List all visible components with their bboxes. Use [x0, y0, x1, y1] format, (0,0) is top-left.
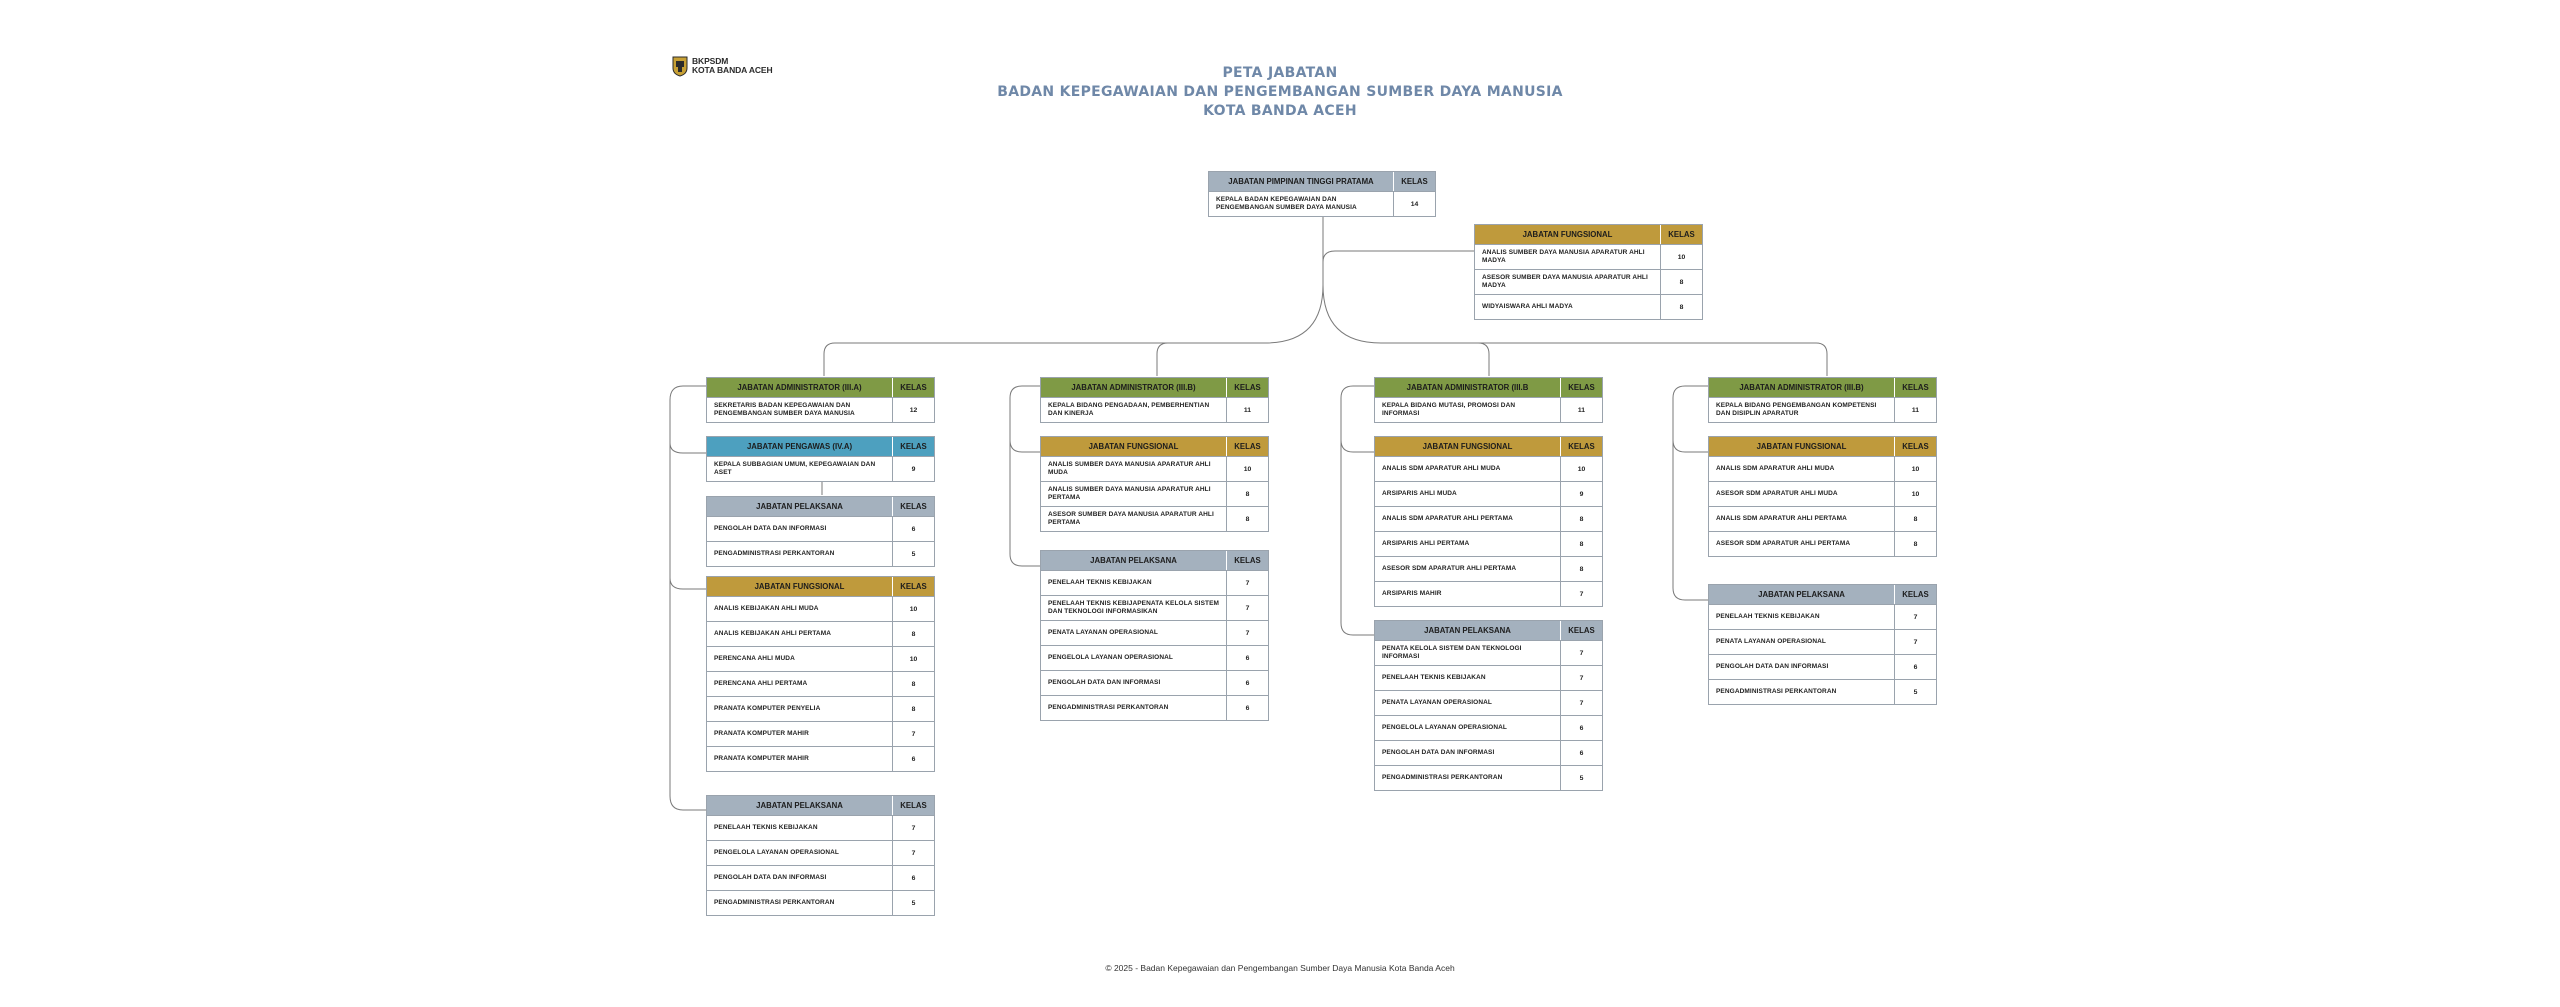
connector-col4-fung [1673, 440, 1708, 452]
box-header-title: JABATAN PELAKSANA [707, 796, 893, 815]
position-kelas: 8 [1245, 490, 1250, 498]
logo-line1: BKPSDM [692, 56, 729, 66]
position-kelas: 8 [911, 705, 916, 713]
box-fungsional-top [1474, 224, 1703, 320]
box-header-title: JABATAN ADMINISTRATOR (III.B) [1709, 378, 1895, 397]
box-header-title: JABATAN FUNGSIONAL [707, 577, 893, 596]
position-kelas: 5 [911, 899, 916, 907]
position-name: ASESOR SDM APARATUR AHLI MUDA [1709, 482, 1895, 506]
box-c3-fungsional [1374, 436, 1603, 607]
box-header-title: JABATAN PELAKSANA [1375, 621, 1561, 640]
box-header-title: JABATAN FUNGSIONAL [1375, 437, 1561, 456]
table-row [707, 671, 934, 696]
position-name: KEPALA BIDANG MUTASI, PROMOSI DAN INFORMASI [1375, 398, 1561, 422]
table-row [707, 721, 934, 746]
box-header-kelas: KELAS [1568, 383, 1595, 392]
connector-bus-col1 [824, 343, 1265, 376]
position-kelas: 7 [1245, 629, 1250, 637]
position-kelas: 10 [1677, 253, 1686, 261]
position-name: WIDYAISWARA AHLI MADYA [1475, 295, 1661, 319]
position-kelas: 8 [1679, 303, 1684, 311]
connector-col4-spine [1673, 386, 1708, 600]
position-kelas: 10 [1243, 465, 1252, 473]
box-header [1375, 437, 1602, 456]
box-header [1375, 621, 1602, 640]
position-kelas: 6 [911, 874, 916, 882]
box-header-title: JABATAN PELAKSANA [1709, 585, 1895, 604]
position-kelas: 10 [1911, 490, 1920, 498]
box-pimpinan [1208, 171, 1436, 217]
box-header-title: JABATAN FUNGSIONAL [1041, 437, 1227, 456]
table-row [1475, 294, 1702, 319]
table-row [1041, 670, 1268, 695]
table-row [707, 840, 934, 865]
position-name: PENATA LAYANAN OPERASIONAL [1375, 691, 1561, 715]
table-row [1041, 397, 1268, 422]
box-header-kelas: KELAS [1902, 383, 1929, 392]
table-row [1709, 481, 1936, 506]
box-header [1041, 378, 1268, 397]
position-kelas: 6 [1579, 724, 1584, 732]
table-row [707, 696, 934, 721]
box-header-kelas: KELAS [1234, 383, 1261, 392]
position-name: PENGADMINISTRASI PERKANTORAN [1709, 680, 1895, 704]
position-kelas: 9 [911, 465, 916, 473]
position-name: PENGOLAH DATA DAN INFORMASI [1041, 671, 1227, 695]
box-c4-administrator [1708, 377, 1937, 423]
box-header [1709, 585, 1936, 604]
box-header-kelas: KELAS [900, 442, 927, 451]
table-row [1375, 765, 1602, 790]
position-name: PERENCANA AHLI PERTAMA [707, 672, 893, 696]
box-header-kelas: KELAS [1902, 590, 1929, 599]
table-row [1709, 456, 1936, 481]
box-header [707, 437, 934, 456]
box-header-kelas: KELAS [900, 801, 927, 810]
position-name: ANALIS KEBIJAKAN AHLI PERTAMA [707, 622, 893, 646]
table-row [1709, 654, 1936, 679]
table-row [1375, 456, 1602, 481]
box-c1-pelaksana-1 [706, 496, 935, 567]
box-c2-pelaksana [1040, 550, 1269, 721]
connector-trunk [1265, 216, 1323, 343]
box-header-title: JABATAN ADMINISTRATOR (III.A) [707, 378, 893, 397]
connector-col3-spine [1341, 386, 1374, 635]
box-header-kelas: KELAS [1568, 442, 1595, 451]
position-kelas: 5 [1913, 688, 1918, 696]
position-name: ANALIS SDM APARATUR AHLI PERTAMA [1375, 507, 1561, 531]
box-c1-pelaksana-2 [706, 795, 935, 916]
position-kelas: 8 [1913, 515, 1918, 523]
box-header-kelas: KELAS [900, 383, 927, 392]
box-header [1209, 172, 1435, 191]
position-kelas: 9 [1579, 490, 1584, 498]
position-name: ASESOR SDM APARATUR AHLI PERTAMA [1709, 532, 1895, 556]
table-row [1041, 481, 1268, 506]
table-row [707, 890, 934, 915]
position-kelas: 7 [911, 824, 916, 832]
box-c2-fungsional [1040, 436, 1269, 532]
position-kelas: 11 [1243, 406, 1252, 414]
table-row [1709, 397, 1936, 422]
box-header-kelas: KELAS [1902, 442, 1929, 451]
position-name: ASESOR SUMBER DAYA MANUSIA APARATUR AHLI PERTAMA [1041, 507, 1227, 531]
table-row [1709, 604, 1936, 629]
table-row [1375, 690, 1602, 715]
position-name: PENELAAH TEKNIS KEBIJAKAN [1041, 571, 1227, 595]
table-row [707, 541, 934, 566]
connector-col1-peng [670, 443, 706, 453]
position-name: PENGELOLA LAYANAN OPERASIONAL [707, 841, 893, 865]
position-kelas: 8 [1679, 278, 1684, 286]
box-header-title: JABATAN ADMINISTRATOR (III.B [1375, 378, 1561, 397]
position-name: PENGELOLA LAYANAN OPERASIONAL [1375, 716, 1561, 740]
table-row [1041, 620, 1268, 645]
table-row [707, 516, 934, 541]
position-kelas: 6 [911, 755, 916, 763]
connector-col2-fung [1010, 440, 1040, 452]
position-name: PRANATA KOMPUTER PENYELIA [707, 697, 893, 721]
box-header [707, 497, 934, 516]
table-row [1375, 665, 1602, 690]
position-kelas: 11 [1911, 406, 1920, 414]
box-header-title: JABATAN FUNGSIONAL [1709, 437, 1895, 456]
position-name: ASESOR SDM APARATUR AHLI PERTAMA [1375, 557, 1561, 581]
box-header-kelas: KELAS [1401, 177, 1428, 186]
position-name: PENGADMINISTRASI PERKANTORAN [707, 542, 893, 566]
position-name: ANALIS SUMBER DAYA MANUSIA APARATUR AHLI PERTAMA [1041, 482, 1227, 506]
position-kelas: 7 [1245, 604, 1250, 612]
position-name: PENATA KELOLA SISTEM DAN TEKNOLOGI INFORMASI [1375, 641, 1561, 665]
table-row [1375, 581, 1602, 606]
position-kelas: 7 [1579, 590, 1584, 598]
position-name: KEPALA BIDANG PENGEMBANGAN KOMPETENSI DAN DISIPLIN APARATUR [1709, 398, 1895, 422]
table-row [1375, 740, 1602, 765]
position-kelas: 12 [909, 406, 918, 414]
position-name: ANALIS SUMBER DAYA MANUSIA APARATUR AHLI MUDA [1041, 457, 1227, 481]
footer: © 2025 - Badan Kepegawaian dan Pengembangan Sumber Daya Manusia Kota Banda Aceh [1105, 963, 1455, 973]
position-kelas: 7 [1913, 613, 1918, 621]
table-row [707, 815, 934, 840]
box-header-title: JABATAN PELAKSANA [1041, 551, 1227, 570]
box-c1-fungsional [706, 576, 935, 772]
box-c3-pelaksana [1374, 620, 1603, 791]
connector-col1-spine [670, 386, 706, 810]
table-row [1209, 191, 1435, 216]
position-name: ASESOR SUMBER DAYA MANUSIA APARATUR AHLI MADYA [1475, 270, 1661, 294]
box-c3-administrator [1374, 377, 1603, 423]
position-name: PENELAAH TEKNIS KEBIJAKAN [707, 816, 893, 840]
position-kelas: 7 [1579, 699, 1584, 707]
box-header-kelas: KELAS [1668, 230, 1695, 239]
position-name: ARSIPARIS AHLI PERTAMA [1375, 532, 1561, 556]
table-row [1709, 629, 1936, 654]
position-name: KEPALA BIDANG PENGADAAN, PEMBERHENTIAN DAN KINERJA [1041, 398, 1227, 422]
table-row [1475, 269, 1702, 294]
table-row [1375, 397, 1602, 422]
title-line3: KOTA BANDA ACEH [1203, 103, 1357, 119]
box-header [1709, 437, 1936, 456]
box-header-title: JABATAN PIMPINAN TINGGI PRATAMA [1209, 172, 1394, 191]
table-row [1041, 695, 1268, 720]
box-c2-administrator [1040, 377, 1269, 423]
box-c4-pelaksana [1708, 584, 1937, 705]
position-kelas: 8 [911, 680, 916, 688]
position-name: PENGADMINISTRASI PERKANTORAN [1041, 696, 1227, 720]
position-name: PENGADMINISTRASI PERKANTORAN [707, 891, 893, 915]
box-header [707, 796, 934, 815]
box-header-title: JABATAN ADMINISTRATOR (III.B) [1041, 378, 1227, 397]
position-name: ANALIS KEBIJAKAN AHLI MUDA [707, 597, 893, 621]
position-name: KEPALA SUBBAGIAN UMUM, KEPEGAWAIAN DAN ASET [707, 457, 893, 481]
table-row [1375, 640, 1602, 665]
box-header-kelas: KELAS [1234, 556, 1261, 565]
box-header [707, 378, 934, 397]
position-kelas: 6 [1913, 663, 1918, 671]
table-row [1041, 456, 1268, 481]
position-name: KEPALA BADAN KEPEGAWAIAN DAN PENGEMBANGAN SUMBER DAYA MANUSIA [1209, 192, 1394, 216]
position-name: PENGADMINISTRASI PERKANTORAN [1375, 766, 1561, 790]
position-kelas: 8 [1579, 565, 1584, 573]
position-name: SEKRETARIS BADAN KEPEGAWAIAN DAN PENGEMBANGAN SUMBER DAYA MANUSIA [707, 398, 893, 422]
box-header-kelas: KELAS [1568, 626, 1595, 635]
box-header-title: JABATAN PENGAWAS (IV.A) [707, 437, 893, 456]
table-row [1709, 506, 1936, 531]
position-kelas: 7 [1579, 674, 1584, 682]
table-row [1375, 531, 1602, 556]
table-row [707, 865, 934, 890]
box-c1-pengawas [706, 436, 935, 482]
connector-col3-fung [1341, 440, 1374, 452]
position-name: PENGOLAH DATA DAN INFORMASI [707, 517, 893, 541]
table-row [1475, 244, 1702, 269]
position-kelas: 11 [1577, 406, 1586, 414]
box-header-kelas: KELAS [900, 582, 927, 591]
position-kelas: 14 [1410, 200, 1419, 208]
connector-col1-fung [670, 578, 706, 589]
position-name: PENATA LAYANAN OPERASIONAL [1709, 630, 1895, 654]
table-row [707, 397, 934, 422]
position-kelas: 7 [911, 730, 916, 738]
position-name: ARSIPARIS MAHIR [1375, 582, 1561, 606]
position-kelas: 7 [1913, 638, 1918, 646]
position-kelas: 8 [1245, 515, 1250, 523]
position-kelas: 10 [909, 605, 918, 613]
position-name: PENGELOLA LAYANAN OPERASIONAL [1041, 646, 1227, 670]
box-header [707, 577, 934, 596]
position-kelas: 8 [911, 630, 916, 638]
connector-fungsional-top [1323, 251, 1475, 262]
position-name: PENGOLAH DATA DAN INFORMASI [707, 866, 893, 890]
table-row [1041, 645, 1268, 670]
box-header [1709, 378, 1936, 397]
table-row [1709, 679, 1936, 704]
position-name: PERENCANA AHLI MUDA [707, 647, 893, 671]
table-row [707, 596, 934, 621]
position-kelas: 5 [911, 550, 916, 558]
position-name: ANALIS SDM APARATUR AHLI MUDA [1375, 457, 1561, 481]
box-c4-fungsional [1708, 436, 1937, 557]
table-row [1375, 556, 1602, 581]
logo-line2: KOTA BANDA ACEH [692, 65, 773, 75]
connector-col3 [1478, 343, 1489, 376]
box-header [1475, 225, 1702, 244]
position-name: PENELAAH TEKNIS KEBIJAPENATA KELOLA SISTEM DAN TEKNOLOGI INFORMASIKAN [1041, 596, 1227, 620]
box-header [1041, 437, 1268, 456]
connector-col2 [1157, 343, 1168, 376]
table-row [1041, 570, 1268, 595]
table-row [1041, 595, 1268, 620]
table-row [1375, 481, 1602, 506]
table-row [1375, 506, 1602, 531]
position-kelas: 6 [1245, 704, 1250, 712]
table-row [1041, 506, 1268, 531]
position-kelas: 5 [1579, 774, 1584, 782]
position-name: PENATA LAYANAN OPERASIONAL [1041, 621, 1227, 645]
position-name: PENGOLAH DATA DAN INFORMASI [1375, 741, 1561, 765]
position-kelas: 6 [911, 525, 916, 533]
position-kelas: 10 [1911, 465, 1920, 473]
position-kelas: 10 [1577, 465, 1586, 473]
position-kelas: 8 [1579, 515, 1584, 523]
box-header-kelas: KELAS [900, 502, 927, 511]
position-name: PENGOLAH DATA DAN INFORMASI [1709, 655, 1895, 679]
position-name: ANALIS SUMBER DAYA MANUSIA APARATUR AHLI MADYA [1475, 245, 1661, 269]
position-name: PENELAAH TEKNIS KEBIJAKAN [1375, 666, 1561, 690]
box-header [1375, 378, 1602, 397]
position-kelas: 7 [1579, 649, 1584, 657]
table-row [707, 746, 934, 771]
box-header-kelas: KELAS [1234, 442, 1261, 451]
position-kelas: 8 [1579, 540, 1584, 548]
position-kelas: 6 [1245, 654, 1250, 662]
connector-col2-spine [1010, 386, 1040, 566]
position-kelas: 7 [1245, 579, 1250, 587]
box-c1-administrator [706, 377, 935, 423]
table-row [707, 621, 934, 646]
table-row [707, 646, 934, 671]
position-name: ANALIS SDM APARATUR AHLI MUDA [1709, 457, 1895, 481]
position-name: PRANATA KOMPUTER MAHIR [707, 747, 893, 771]
position-name: ANALIS SDM APARATUR AHLI PERTAMA [1709, 507, 1895, 531]
box-header-title: JABATAN FUNGSIONAL [1475, 225, 1661, 244]
title-line2: BADAN KEPEGAWAIAN DAN PENGEMBANGAN SUMBER DAYA MANUSIA [997, 84, 1563, 100]
title-line1: PETA JABATAN [1222, 65, 1338, 81]
position-name: PRANATA KOMPUTER MAHIR [707, 722, 893, 746]
position-name: PENELAAH TEKNIS KEBIJAKAN [1709, 605, 1895, 629]
position-kelas: 10 [909, 655, 918, 663]
box-header [1041, 551, 1268, 570]
position-kelas: 6 [1245, 679, 1250, 687]
table-row [707, 456, 934, 481]
table-row [1375, 715, 1602, 740]
box-header-title: JABATAN PELAKSANA [707, 497, 893, 516]
position-kelas: 8 [1913, 540, 1918, 548]
table-row [1709, 531, 1936, 556]
position-name: ARSIPARIS AHLI MUDA [1375, 482, 1561, 506]
position-kelas: 7 [911, 849, 916, 857]
position-kelas: 6 [1579, 749, 1584, 757]
